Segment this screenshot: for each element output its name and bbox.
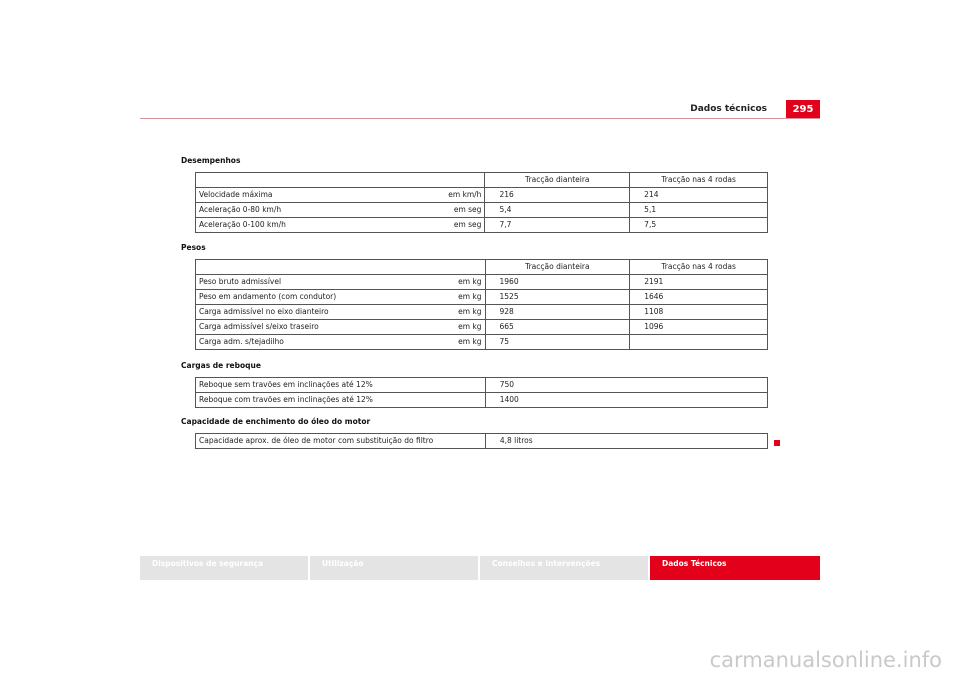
row-value: 75 xyxy=(485,335,630,350)
table-header-row xyxy=(196,260,768,275)
towing-table xyxy=(195,377,768,408)
weights-table xyxy=(195,259,768,350)
row-unit: em seg xyxy=(340,218,485,233)
row-label: Capacidade aprox. de óleo de motor com substituição do filtro xyxy=(196,434,486,449)
row-value: 4,8 litros xyxy=(485,434,767,449)
row-value: 5,1 xyxy=(630,203,768,218)
column-header: Tracção dianteira xyxy=(485,173,630,188)
table-header-row xyxy=(196,173,768,188)
column-header: Tracção nas 4 rodas xyxy=(630,173,768,188)
row-label: Aceleração 0-80 km/h xyxy=(196,203,341,218)
row-label: Carga adm. s/tejadilho xyxy=(196,335,341,350)
row-value: 1646 xyxy=(630,290,768,305)
table-row xyxy=(196,275,768,290)
row-unit: em kg xyxy=(340,320,485,335)
row-label: Carga admissível s/eixo traseiro xyxy=(196,320,341,335)
table-row xyxy=(196,378,768,393)
row-label: Aceleração 0-100 km/h xyxy=(196,218,341,233)
row-value: 1960 xyxy=(485,275,630,290)
row-value: 5,4 xyxy=(485,203,630,218)
page-number-badge: 295 xyxy=(786,100,820,119)
row-value: 7,7 xyxy=(485,218,630,233)
table-row xyxy=(196,305,768,320)
table-row xyxy=(196,203,768,218)
row-label: Carga admissível no eixo dianteiro xyxy=(196,305,341,320)
page-header-title: Dados técnicos xyxy=(690,104,767,114)
row-value: 7,5 xyxy=(630,218,768,233)
row-unit: em km/h xyxy=(340,188,485,203)
table-row xyxy=(196,290,768,305)
table-row xyxy=(196,188,768,203)
performance-table xyxy=(195,172,768,233)
row-value xyxy=(630,335,768,350)
row-unit: em seg xyxy=(340,203,485,218)
row-unit: em kg xyxy=(340,275,485,290)
column-header: Tracção dianteira xyxy=(485,260,630,275)
section-title-oleo: Capacidade de enchimento do óleo do motor xyxy=(181,417,371,426)
table-row xyxy=(196,434,768,449)
row-label: Velocidade máxima xyxy=(196,188,341,203)
row-unit: em kg xyxy=(340,305,485,320)
row-value: 1096 xyxy=(630,320,768,335)
row-value: 214 xyxy=(630,188,768,203)
table-row xyxy=(196,320,768,335)
row-label: Peso bruto admissível xyxy=(196,275,341,290)
row-value: 750 xyxy=(485,378,767,393)
section-title-desempenhos: Desempenhos xyxy=(181,156,241,165)
section-title-reboque: Cargas de reboque xyxy=(181,361,261,370)
section-title-pesos: Pesos xyxy=(181,243,206,252)
row-value: 1108 xyxy=(630,305,768,320)
oil-table xyxy=(195,433,768,449)
row-label: Reboque com travões em inclinações até 12% xyxy=(196,393,486,408)
table-row xyxy=(196,335,768,350)
row-value: 928 xyxy=(485,305,630,320)
row-label: Peso em andamento (com condutor) xyxy=(196,290,341,305)
row-value: 665 xyxy=(485,320,630,335)
row-value: 216 xyxy=(485,188,630,203)
row-value: 1525 xyxy=(485,290,630,305)
row-label: Reboque sem travões em inclinações até 12% xyxy=(196,378,486,393)
table-row xyxy=(196,393,768,408)
header-divider xyxy=(140,118,820,119)
footer-tab-utilizacao[interactable]: Utilização xyxy=(310,556,478,580)
row-value: 1400 xyxy=(485,393,767,408)
footer-tab-conselhos[interactable]: Conselhos e intervenções xyxy=(480,556,648,580)
table-row xyxy=(196,218,768,233)
end-of-section-marker xyxy=(774,440,780,446)
row-unit: em kg xyxy=(340,335,485,350)
footer-tab-seguranca[interactable]: Dispositivos de segurança xyxy=(140,556,308,580)
row-value: 2191 xyxy=(630,275,768,290)
watermark: carmanualsonline.info xyxy=(709,648,942,672)
row-unit: em kg xyxy=(340,290,485,305)
footer-tab-dados-tecnicos[interactable]: Dados Técnicos xyxy=(650,556,820,580)
column-header: Tracção nas 4 rodas xyxy=(630,260,768,275)
